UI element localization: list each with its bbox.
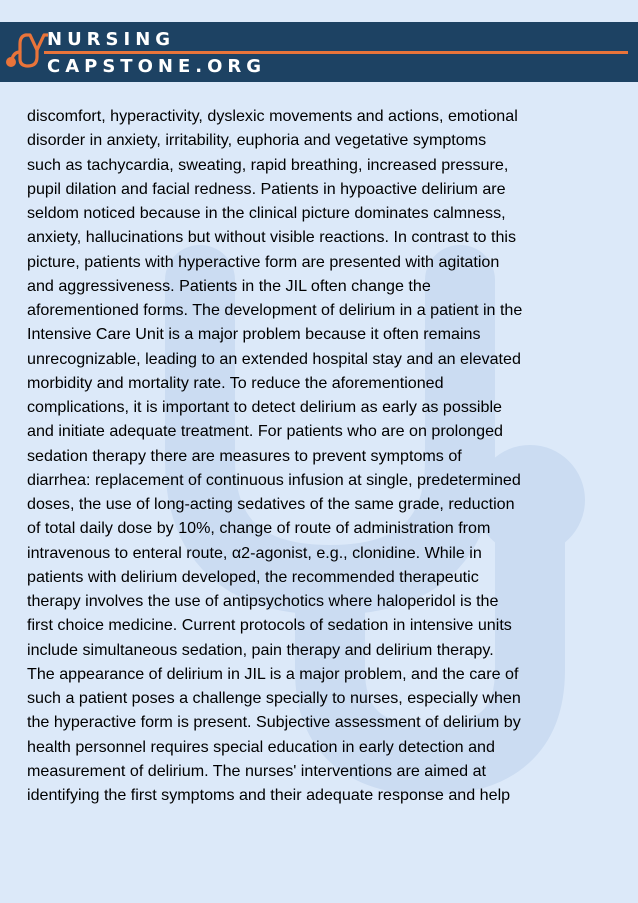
body-line: include simultaneous sedation, pain therapy and delirium therapy.: [27, 640, 494, 659]
body-line: such as tachycardia, sweating, rapid breathing, increased pressure,: [27, 155, 509, 174]
body-line: and initiate adequate treatment. For patients who are on prolonged: [27, 422, 503, 441]
body-line: The appearance of delirium in JIL is a major problem, and the care of: [27, 664, 519, 683]
header-accent-line: [44, 51, 628, 54]
body-line: of total daily dose by 10%, change of route of administration from: [27, 519, 491, 538]
brand-name-line1: NURSING: [47, 29, 176, 50]
body-line: anxiety, hallucinations but without visible reactions. In contrast to this: [27, 228, 517, 247]
body-line: first choice medicine. Current protocols of sedation in intensive units: [27, 616, 512, 635]
body-line: aforementioned forms. The development of delirium in a patient in the: [27, 301, 523, 319]
body-line: discomfort, hyperactivity, dyslexic movements and actions, emotional: [27, 107, 518, 125]
brand-name-line2: CAPSTONE.ORG: [47, 56, 267, 77]
body-line: patients with delirium developed, the recommended therapeutic: [27, 567, 479, 586]
body-line: doses, the use of long-acting sedatives of the same grade, reduction: [27, 495, 515, 513]
body-line: measurement of delirium. The nurses' interventions are aimed at: [27, 761, 486, 780]
site-header: [0, 22, 638, 82]
body-line: such a patient poses a challenge specially to nurses, especially when: [27, 689, 521, 707]
body-line: Intensive Care Unit is a major problem because it often remains: [27, 325, 481, 344]
body-line: picture, patients with hyperactive form are presented with agitation: [27, 252, 500, 271]
body-line: health personnel requires special education in early detection and: [27, 737, 495, 756]
stethoscope-icon: [2, 26, 48, 74]
document-body: [27, 104, 612, 807]
body-line: seldom noticed because in the clinical picture dominates calmness,: [27, 204, 506, 222]
body-line: complications, it is important to detect delirium as early as possible: [27, 398, 502, 416]
body-line: diarrhea: replacement of continuous infusion at single, predetermined: [27, 470, 521, 489]
body-line: pupil dilation and facial redness. Patients in hypoactive delirium are: [27, 179, 506, 198]
body-line: unrecognizable, leading to an extended hospital stay and an elevated: [27, 349, 521, 368]
body-line: disorder in anxiety, irritability, euphoria and vegetative symptoms: [27, 131, 487, 150]
body-line: and aggressiveness. Patients in the JIL often change the: [27, 276, 431, 295]
body-line: intravenous to enteral route, α2-agonist, e.g., clonidine. While in: [27, 543, 482, 562]
body-line: therapy involves the use of antipsychotics where haloperidol is the: [27, 592, 499, 610]
body-line: sedation therapy there are measures to prevent symptoms of: [27, 446, 462, 465]
body-line: morbidity and mortality rate. To reduce the aforementioned: [27, 373, 444, 392]
body-line: identifying the first symptoms and their adequate response and help: [27, 786, 511, 804]
body-line: the hyperactive form is present. Subjective assessment of delirium by: [27, 713, 521, 732]
